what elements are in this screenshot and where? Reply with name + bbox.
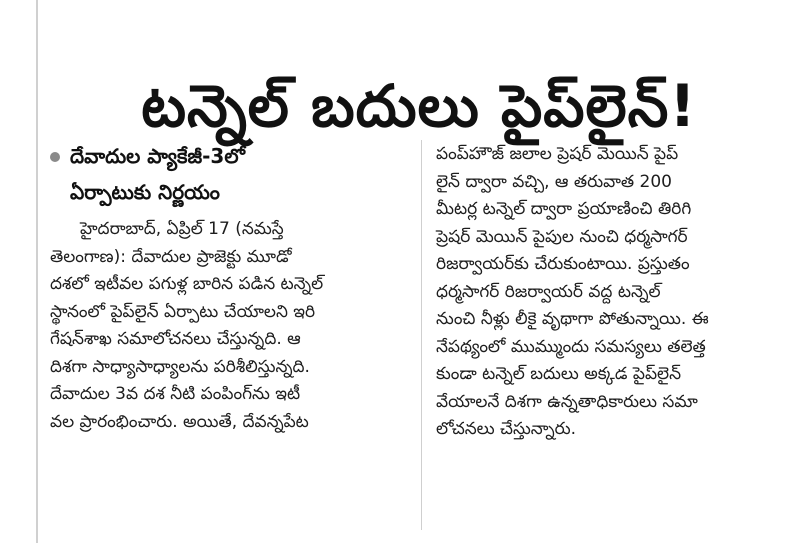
- page-margin-rule: [36, 0, 38, 543]
- body-line: నేపథ్యంలో ముమ్ముందు సమస్యలు తలెత్త: [436, 336, 706, 357]
- body-line: పంప్‌హౌజ్ జలాల ప్రెషర్ మెయిన్ పైప్: [436, 144, 679, 164]
- body-line: హైదరాబాద్, ఏప్రిల్ 17 (నమస్తే: [80, 219, 284, 239]
- circle-bullet-icon: [50, 152, 60, 162]
- subheading-line: ఏర్పాటుకు నిర్ణయం: [70, 180, 220, 204]
- body-line: ప్రెషర్ మెయిన్ పైపుల నుంచి ధర్మసాగర్: [436, 226, 688, 247]
- body-line: దశలో ఇటీవల పగుళ్ల బారిన పడిన టన్నెల్: [50, 274, 324, 294]
- column-divider: [421, 140, 422, 530]
- body-line: లైన్ ద్వారా వచ్చి, ఆ తరువాత 200: [436, 171, 672, 192]
- article-column-left: [50, 138, 410, 436]
- body-line: వల ప్రారంభించారు. అయితే, దేవన్నపేట: [50, 411, 309, 432]
- body-line: లోచనలు చేస్తున్నారు.: [436, 419, 577, 439]
- article-body-left: [50, 216, 410, 436]
- body-line: నుంచి నీళ్లు లీకై వృథాగా పోతున్నాయి. ఈ: [436, 309, 709, 329]
- subheading-line: దేవాదుల ప్యాకేజీ-3లో: [70, 144, 245, 168]
- article-subheading: [50, 138, 410, 210]
- body-line: వేయాలనే దిశగా ఉన్నతాధికారులు సమా: [436, 391, 698, 412]
- body-line: మీటర్ల టన్నెల్ ద్వారా ప్రయాణించి తిరిగి: [436, 199, 692, 219]
- body-line: తెలంగాణ): దేవాదుల ప్రాజెక్టు మూడో: [50, 246, 292, 267]
- body-line: కుండా టన్నెల్ బదులు అక్కడ పైప్‌లైన్: [436, 364, 682, 384]
- body-line: గేషన్‌శాఖ సమాలోచనలు చేస్తున్నది. ఆ: [50, 329, 301, 349]
- body-line: స్థానంలో పైప్‌లైన్ ఏర్పాటు చేయాలని ఇరి: [50, 301, 316, 322]
- body-line: దిశగా సాధ్యాసాధ్యాలను పరిశీలిస్తున్నది.: [50, 356, 310, 377]
- article-headline: టన్నెల్ బదులు పైప్‌లైన్!: [141, 72, 697, 141]
- body-line: దేవాదుల 3వ దశ నీటి పంపింగ్‌ను ఇటీ: [50, 384, 301, 404]
- body-line: రిజర్వాయర్‌కు చేరుకుంటాయి. ప్రస్తుతం: [436, 254, 690, 274]
- article-column-right: [436, 141, 786, 444]
- body-line: ధర్మసాగర్ రిజర్వాయర్ వద్ద టన్నెల్: [436, 281, 661, 302]
